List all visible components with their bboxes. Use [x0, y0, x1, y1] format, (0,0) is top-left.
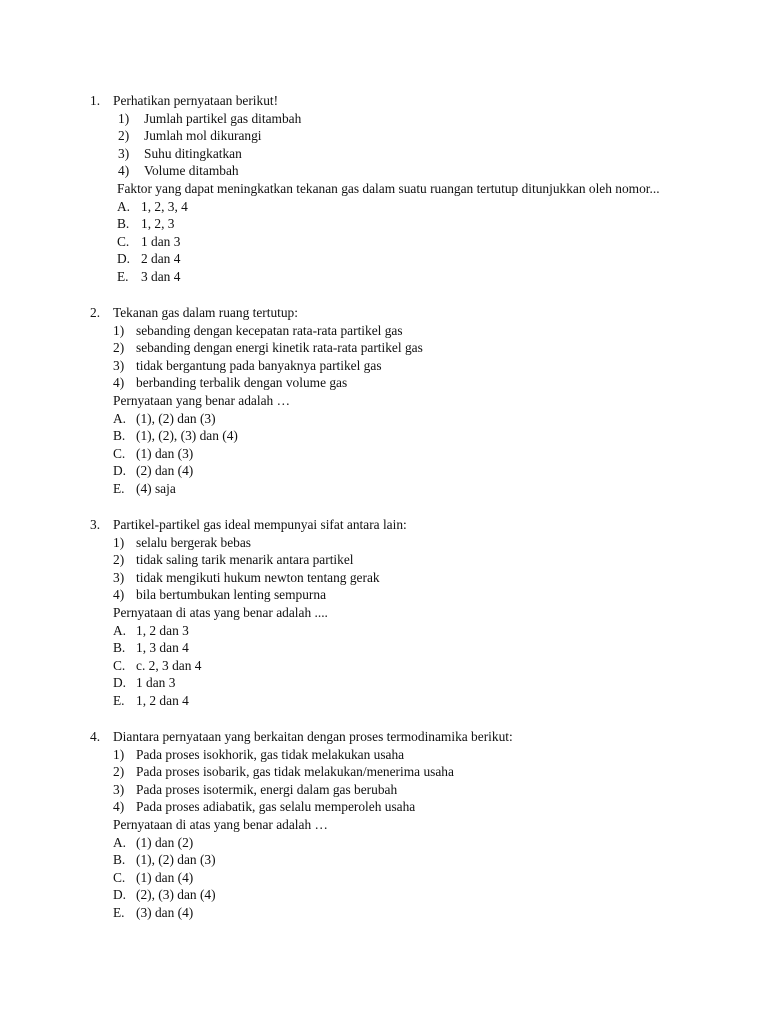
- option-letter: A.: [117, 198, 131, 214]
- option-text: 1, 2 dan 3: [136, 622, 189, 638]
- statement-text: selalu bergerak bebas: [136, 534, 252, 550]
- statement-text: Suhu ditingkatkan: [144, 145, 242, 161]
- option-text: (4) saja: [136, 480, 176, 496]
- statement-number: 2): [113, 340, 125, 356]
- option-letter: C.: [113, 869, 126, 885]
- option-letter: D.: [113, 463, 127, 479]
- statement-text: Pada proses isotermik, energi dalam gas berubah: [136, 781, 398, 797]
- statement-text: Jumlah mol dikurangi: [144, 128, 262, 144]
- answer-option: [90, 215, 730, 233]
- statement-item: [90, 781, 730, 799]
- question-header: [90, 304, 730, 322]
- option-text: (1), (2) dan (3): [136, 852, 216, 868]
- statement-number: 1): [118, 110, 130, 126]
- question-number: 2.: [90, 305, 101, 320]
- statement-number: 3): [118, 145, 130, 161]
- option-text: (1), (2) dan (3): [136, 410, 216, 426]
- statement-text: tidak mengikuti hukum newton tentang gerak: [136, 569, 380, 585]
- answer-option: [90, 410, 730, 428]
- stem-text: Pernyataan di atas yang benar adalah ....: [113, 604, 328, 620]
- statement-item: [90, 798, 730, 816]
- answer-option: [90, 198, 730, 216]
- answer-option: [90, 480, 730, 498]
- option-letter: B.: [113, 640, 126, 656]
- answer-option: [90, 692, 730, 710]
- statement-item: [90, 110, 730, 128]
- question-number: 1.: [90, 93, 101, 108]
- stem-text: Faktor yang dapat meningkatkan tekanan gas dalam suatu ruangan tertutup ditunjukkan oleh nomor...: [117, 180, 660, 196]
- statement-item: [90, 569, 730, 587]
- answer-option: [90, 851, 730, 869]
- option-text: (1) dan (3): [136, 445, 194, 461]
- question-text: Diantara pernyataan yang berkaitan dengan proses termodinamika berikut:: [113, 729, 513, 744]
- question-text: Partikel-partikel gas ideal mempunyai sifat antara lain:: [113, 517, 407, 532]
- statement-text: Pada proses adiabatik, gas selalu memperoleh usaha: [136, 799, 416, 815]
- statement-item: [90, 322, 730, 340]
- question-2: [90, 304, 730, 498]
- statement-item: [90, 586, 730, 604]
- option-text: 1, 3 dan 4: [136, 640, 189, 656]
- stem-text: Pernyataan di atas yang benar adalah …: [113, 816, 328, 832]
- statement-number: 2): [113, 764, 125, 780]
- answer-option: [90, 904, 730, 922]
- question-header: [90, 516, 730, 534]
- option-letter: D.: [113, 675, 127, 691]
- answer-option: [90, 622, 730, 640]
- statement-text: Volume ditambah: [144, 163, 239, 179]
- option-letter: A.: [113, 622, 127, 638]
- statement-item: [90, 357, 730, 375]
- statement-item: [90, 763, 730, 781]
- answer-option: [90, 886, 730, 904]
- option-text: (1), (2), (3) dan (4): [136, 428, 238, 444]
- statement-number: 1): [113, 322, 125, 338]
- question-3: [90, 516, 730, 710]
- answer-option: [90, 869, 730, 887]
- option-letter: C.: [117, 233, 130, 249]
- statement-number: 3): [113, 357, 125, 373]
- statement-item: [90, 551, 730, 569]
- statement-number: 2): [118, 128, 130, 144]
- question-1: [90, 92, 730, 286]
- option-text: 3 dan 4: [141, 268, 181, 284]
- statement-number: 3): [113, 569, 125, 585]
- option-text: 1, 2, 3: [141, 216, 175, 232]
- question-stem: [90, 180, 730, 198]
- option-text: 2 dan 4: [141, 251, 181, 267]
- answer-option: [90, 268, 730, 286]
- option-text: (2) dan (4): [136, 463, 194, 479]
- statement-number: 4): [118, 163, 130, 179]
- option-text: (2), (3) dan (4): [136, 887, 216, 903]
- statement-number: 2): [113, 552, 125, 568]
- statement-text: bila bertumbukan lenting sempurna: [136, 587, 327, 603]
- question-header: [90, 92, 730, 110]
- statement-item: [90, 162, 730, 180]
- answer-option: [90, 674, 730, 692]
- statement-text: Pada proses isokhorik, gas tidak melakukan usaha: [136, 746, 405, 762]
- question-stem: [90, 604, 730, 622]
- answer-option: [90, 639, 730, 657]
- statement-item: [90, 746, 730, 764]
- question-number: 3.: [90, 517, 101, 532]
- answer-option: [90, 233, 730, 251]
- option-letter: C.: [113, 445, 126, 461]
- answer-option: [90, 427, 730, 445]
- statement-text: sebanding dengan energi kinetik rata-rata partikel gas: [136, 340, 423, 356]
- statement-number: 4): [113, 375, 125, 391]
- answer-option: [90, 657, 730, 675]
- option-text: 1, 2, 3, 4: [141, 198, 188, 214]
- statement-text: tidak saling tarik menarik antara partikel: [136, 552, 354, 568]
- option-letter: A.: [113, 834, 127, 850]
- option-text: 1 dan 3: [141, 233, 181, 249]
- answer-option: [90, 445, 730, 463]
- option-letter: A.: [113, 410, 127, 426]
- question-stem: [90, 816, 730, 834]
- option-text: (1) dan (4): [136, 869, 194, 885]
- option-text: 1 dan 3: [136, 675, 176, 691]
- answer-option: [90, 834, 730, 852]
- statement-item: [90, 374, 730, 392]
- option-letter: E.: [113, 904, 125, 920]
- statement-item: [90, 534, 730, 552]
- statement-text: Pada proses isobarik, gas tidak melakukan/menerima usaha: [136, 764, 454, 780]
- option-letter: B.: [113, 852, 126, 868]
- question-number: 4.: [90, 729, 101, 744]
- option-letter: E.: [113, 692, 125, 708]
- question-4: [90, 728, 730, 922]
- option-letter: E.: [113, 480, 125, 496]
- question-stem: [90, 392, 730, 410]
- option-letter: C.: [113, 657, 126, 673]
- statement-number: 1): [113, 746, 125, 762]
- question-text: Perhatikan pernyataan berikut!: [113, 93, 279, 108]
- option-letter: D.: [117, 251, 131, 267]
- option-text: 1, 2 dan 4: [136, 692, 189, 708]
- answer-option: [90, 250, 730, 268]
- option-letter: E.: [117, 268, 129, 284]
- statement-number: 1): [113, 534, 125, 550]
- option-letter: D.: [113, 887, 127, 903]
- question-header: [90, 728, 730, 746]
- statement-number: 4): [113, 799, 125, 815]
- statement-text: Jumlah partikel gas ditambah: [144, 110, 302, 126]
- statement-item: [90, 339, 730, 357]
- answer-option: [90, 462, 730, 480]
- statement-item: [90, 127, 730, 145]
- statement-text: sebanding dengan kecepatan rata-rata partikel gas: [136, 322, 403, 338]
- question-text: Tekanan gas dalam ruang tertutup:: [113, 305, 298, 320]
- option-text: c. 2, 3 dan 4: [136, 657, 202, 673]
- statement-text: berbanding terbalik dengan volume gas: [136, 375, 348, 391]
- option-letter: B.: [117, 216, 130, 232]
- statement-number: 4): [113, 587, 125, 603]
- statement-text: tidak bergantung pada banyaknya partikel gas: [136, 357, 382, 373]
- option-text: (1) dan (2): [136, 834, 194, 850]
- statement-number: 3): [113, 781, 125, 797]
- option-text: (3) dan (4): [136, 904, 194, 920]
- statement-item: [90, 145, 730, 163]
- stem-text: Pernyataan yang benar adalah …: [113, 392, 290, 408]
- option-letter: B.: [113, 428, 126, 444]
